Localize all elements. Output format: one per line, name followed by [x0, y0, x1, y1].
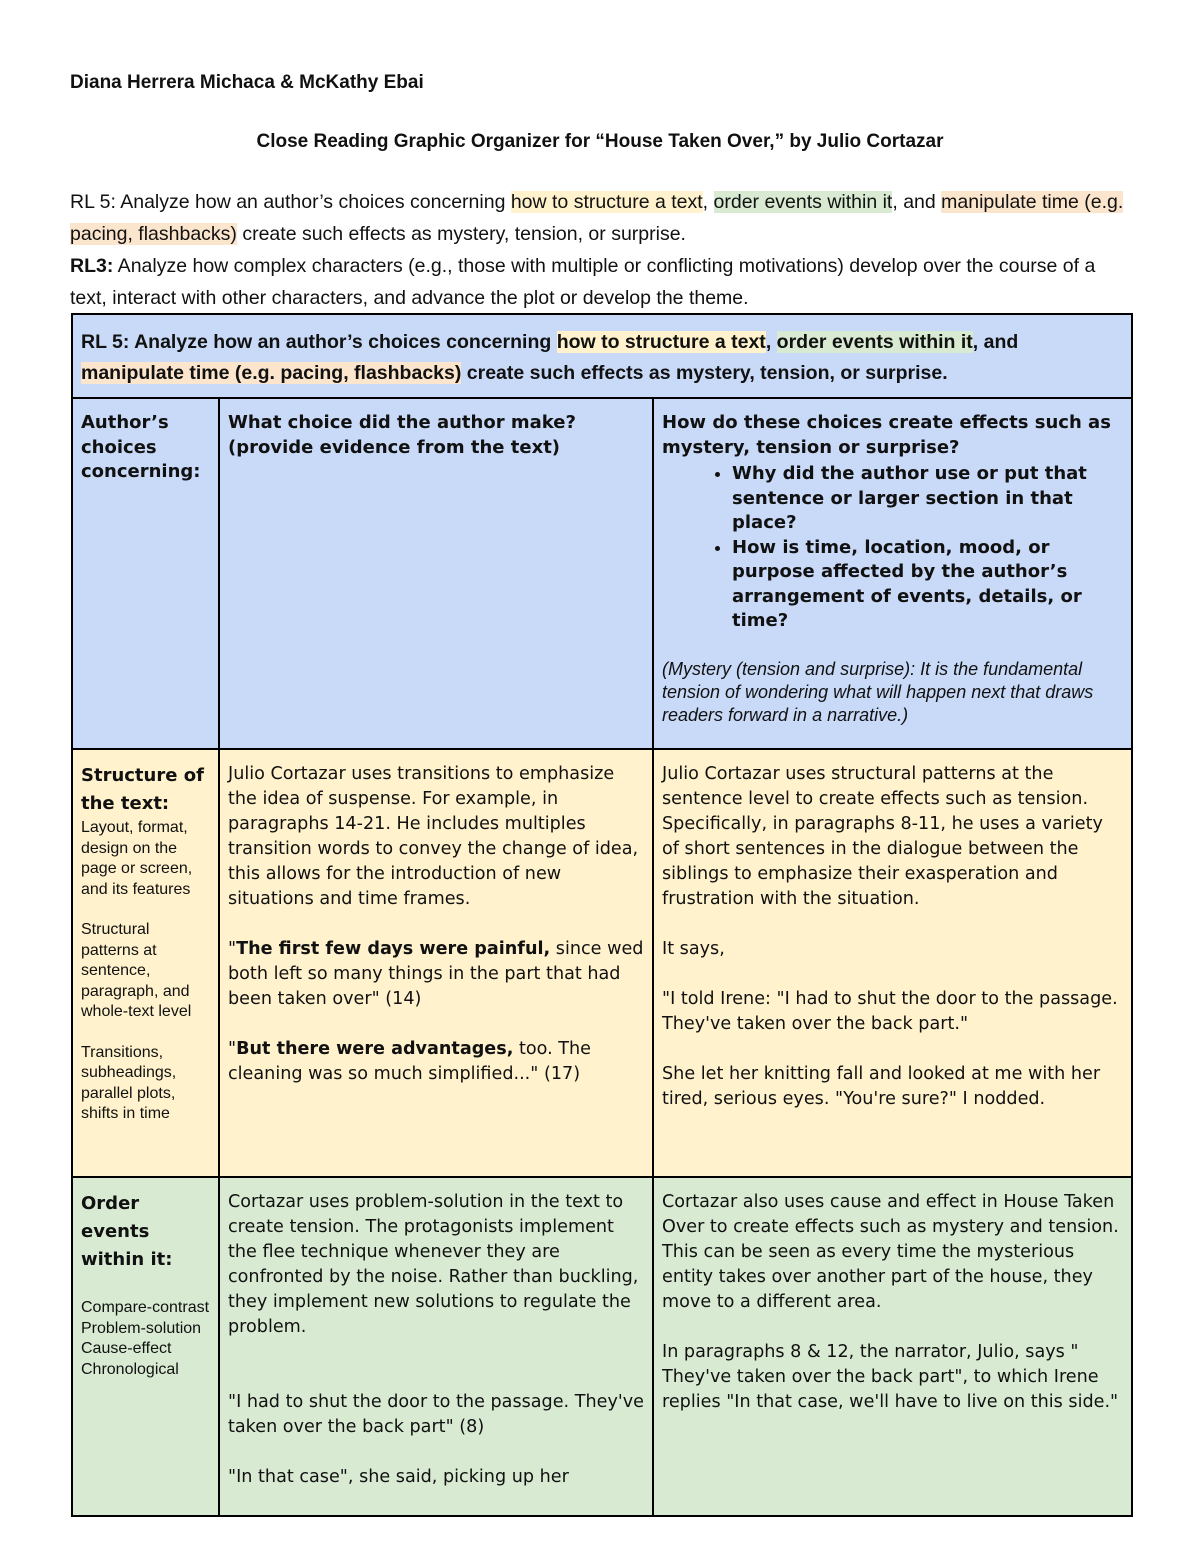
mystery-note: (Mystery (tension and surprise): It is the fundamental tension of wondering what will happen next that draws readers forward in a narrative.)	[662, 658, 1094, 725]
structure-description	[81, 818, 210, 1125]
structure-row	[72, 749, 1132, 1177]
rl5-text-c: , and	[892, 191, 942, 213]
rl3-lead: RL3:	[70, 255, 114, 277]
order-choice-paragraph: "In that case", she said, picking up her	[228, 1467, 569, 1487]
table-header-cell	[72, 314, 1132, 398]
structure-label: Structure of the text:	[81, 765, 204, 814]
header-highlight-order: order events within it	[776, 331, 973, 353]
column-heading-row	[72, 398, 1132, 749]
order-effect-paragraph: Cortazar also uses cause and effect in House Taken Over to create effects such as mystery and tension. This can be seen as every time the mysterious entity takes over another part of the house, they move to a different area.	[662, 1192, 1119, 1312]
col-heading-evidence: What choice did the author make? (provide evidence from the text)	[219, 398, 653, 749]
rl5-text-b: ,	[702, 191, 714, 213]
structure-quote-1	[228, 937, 644, 1012]
rl5-highlight-time: manipulate time (e.g. pacing, flashbacks)	[70, 191, 1124, 245]
structure-effect-paragraph: Julio Cortazar uses structural patterns at the sentence level to create effects such as tension. Specifically, in paragraphs 8-11, he uses a variety of short sentences in the dialogue between the siblings to emphasize their exasperation and frustration with the situation.	[662, 764, 1103, 909]
structure-effect-paragraph: She let her knitting fall and looked at me with her tired, serious eyes. "You're sure?" I nodded.	[662, 1064, 1101, 1109]
header-text-d: create such effects as mystery, tension, or surprise.	[461, 362, 948, 384]
rl5-highlight-structure: how to structure a text	[510, 191, 703, 213]
order-description: Compare-contrast Problem-solution Cause-effect Chronological	[81, 1299, 210, 1378]
rl3-text: Analyze how complex characters (e.g., those with multiple or conflicting motivations) develop over the course of a text, interact with other characters, and advance the plot or develop the theme.	[70, 255, 1096, 309]
structure-desc-item: Transitions, subheadings, parallel plots, shifts in time	[81, 1043, 177, 1122]
standards-block	[70, 186, 1132, 314]
quote-bold: But there were advantages,	[236, 1039, 514, 1059]
effects-bullet: • Why did the author use or put that sentence or larger section in that place?	[732, 462, 1123, 536]
header-text-a: RL 5: Analyze how an author’s choices concerning	[81, 331, 557, 353]
rl5-text-a: : Analyze how an author’s choices concerning	[110, 191, 511, 213]
header-highlight-structure: how to structure a text	[556, 331, 766, 353]
quote-mark: "	[228, 939, 237, 959]
quote-bold: The first few days were painful,	[236, 939, 551, 959]
order-label: Order events within it:	[81, 1193, 173, 1270]
structure-choice-cell	[219, 749, 653, 1177]
structure-label-cell	[72, 749, 219, 1177]
standard-rl5	[70, 186, 1132, 250]
header-text-c: , and	[972, 331, 1019, 353]
order-effect-cell	[653, 1177, 1132, 1516]
structure-choice-intro: Julio Cortazar uses transitions to emphasize the idea of suspense. For example, in paragraphs 14-21. He includes multiples transition words to convey the change of idea, this allows for the introduction of new situations and time frames.	[228, 764, 639, 909]
document-title: Close Reading Graphic Organizer for “House Taken Over,” by Julio Cortazar	[256, 131, 944, 152]
col-heading-choices: Author’s choices concerning:	[72, 398, 219, 749]
rl5-highlight-order: order events within it	[713, 191, 893, 213]
graphic-organizer-table	[71, 313, 1133, 1517]
order-label-cell	[72, 1177, 219, 1516]
order-choice-paragraph: Cortazar uses problem-solution in the text to create tension. The protagonists implement the flee technique whenever they are confronted by the noise. Rather than buckling, they implement new solutions to regulate the problem.	[228, 1192, 639, 1337]
authors: Diana Herrera Michaca & McKathy Ebai	[70, 72, 424, 93]
order-choice-paragraph: "I had to shut the door to the passage. They've taken over the back part" (8)	[228, 1392, 644, 1437]
table-header-row	[72, 314, 1132, 398]
effects-bullet-list	[662, 462, 1123, 634]
order-row	[72, 1177, 1132, 1516]
structure-effect-paragraph: It says,	[662, 939, 725, 959]
order-choice-cell	[219, 1177, 653, 1516]
structure-desc-item: Layout, format, design on the page or screen, and its features	[81, 819, 193, 898]
header-highlight-time: manipulate time (e.g. pacing, flashbacks)	[81, 362, 462, 384]
structure-effect-cell	[653, 749, 1132, 1177]
quote-rest: since wed both left so many things in the part that had been taken over" (14)	[228, 939, 644, 1009]
rl5-lead: RL 5	[70, 191, 111, 213]
header-text-b: ,	[765, 331, 777, 353]
order-effect-paragraph: In paragraphs 8 & 12, the narrator, Julio, says " They've taken over the back part", to which Irene replies "In that case, we'll have to live on this side."	[662, 1342, 1119, 1412]
col-heading-effects	[653, 398, 1132, 749]
rl5-text-d: create such effects as mystery, tension, or surprise.	[236, 223, 686, 245]
standard-rl3	[70, 250, 1132, 314]
quote-mark: "	[228, 1039, 237, 1059]
structure-effect-paragraph: "I told Irene: "I had to shut the door to the passage. They've taken over the back part."	[662, 989, 1118, 1034]
effects-bullet: • How is time, location, mood, or purpose affected by the author’s arrangement of events, details, or time?	[732, 536, 1123, 634]
quote-rest: too. The cleaning was so much simplified..." (17)	[228, 1039, 592, 1084]
effects-question: How do these choices create effects such as mystery, tension or surprise?	[662, 412, 1111, 458]
structure-desc-item: Structural patterns at sentence, paragraph, and whole-text level	[81, 921, 192, 1020]
structure-quote-2	[228, 1037, 644, 1087]
